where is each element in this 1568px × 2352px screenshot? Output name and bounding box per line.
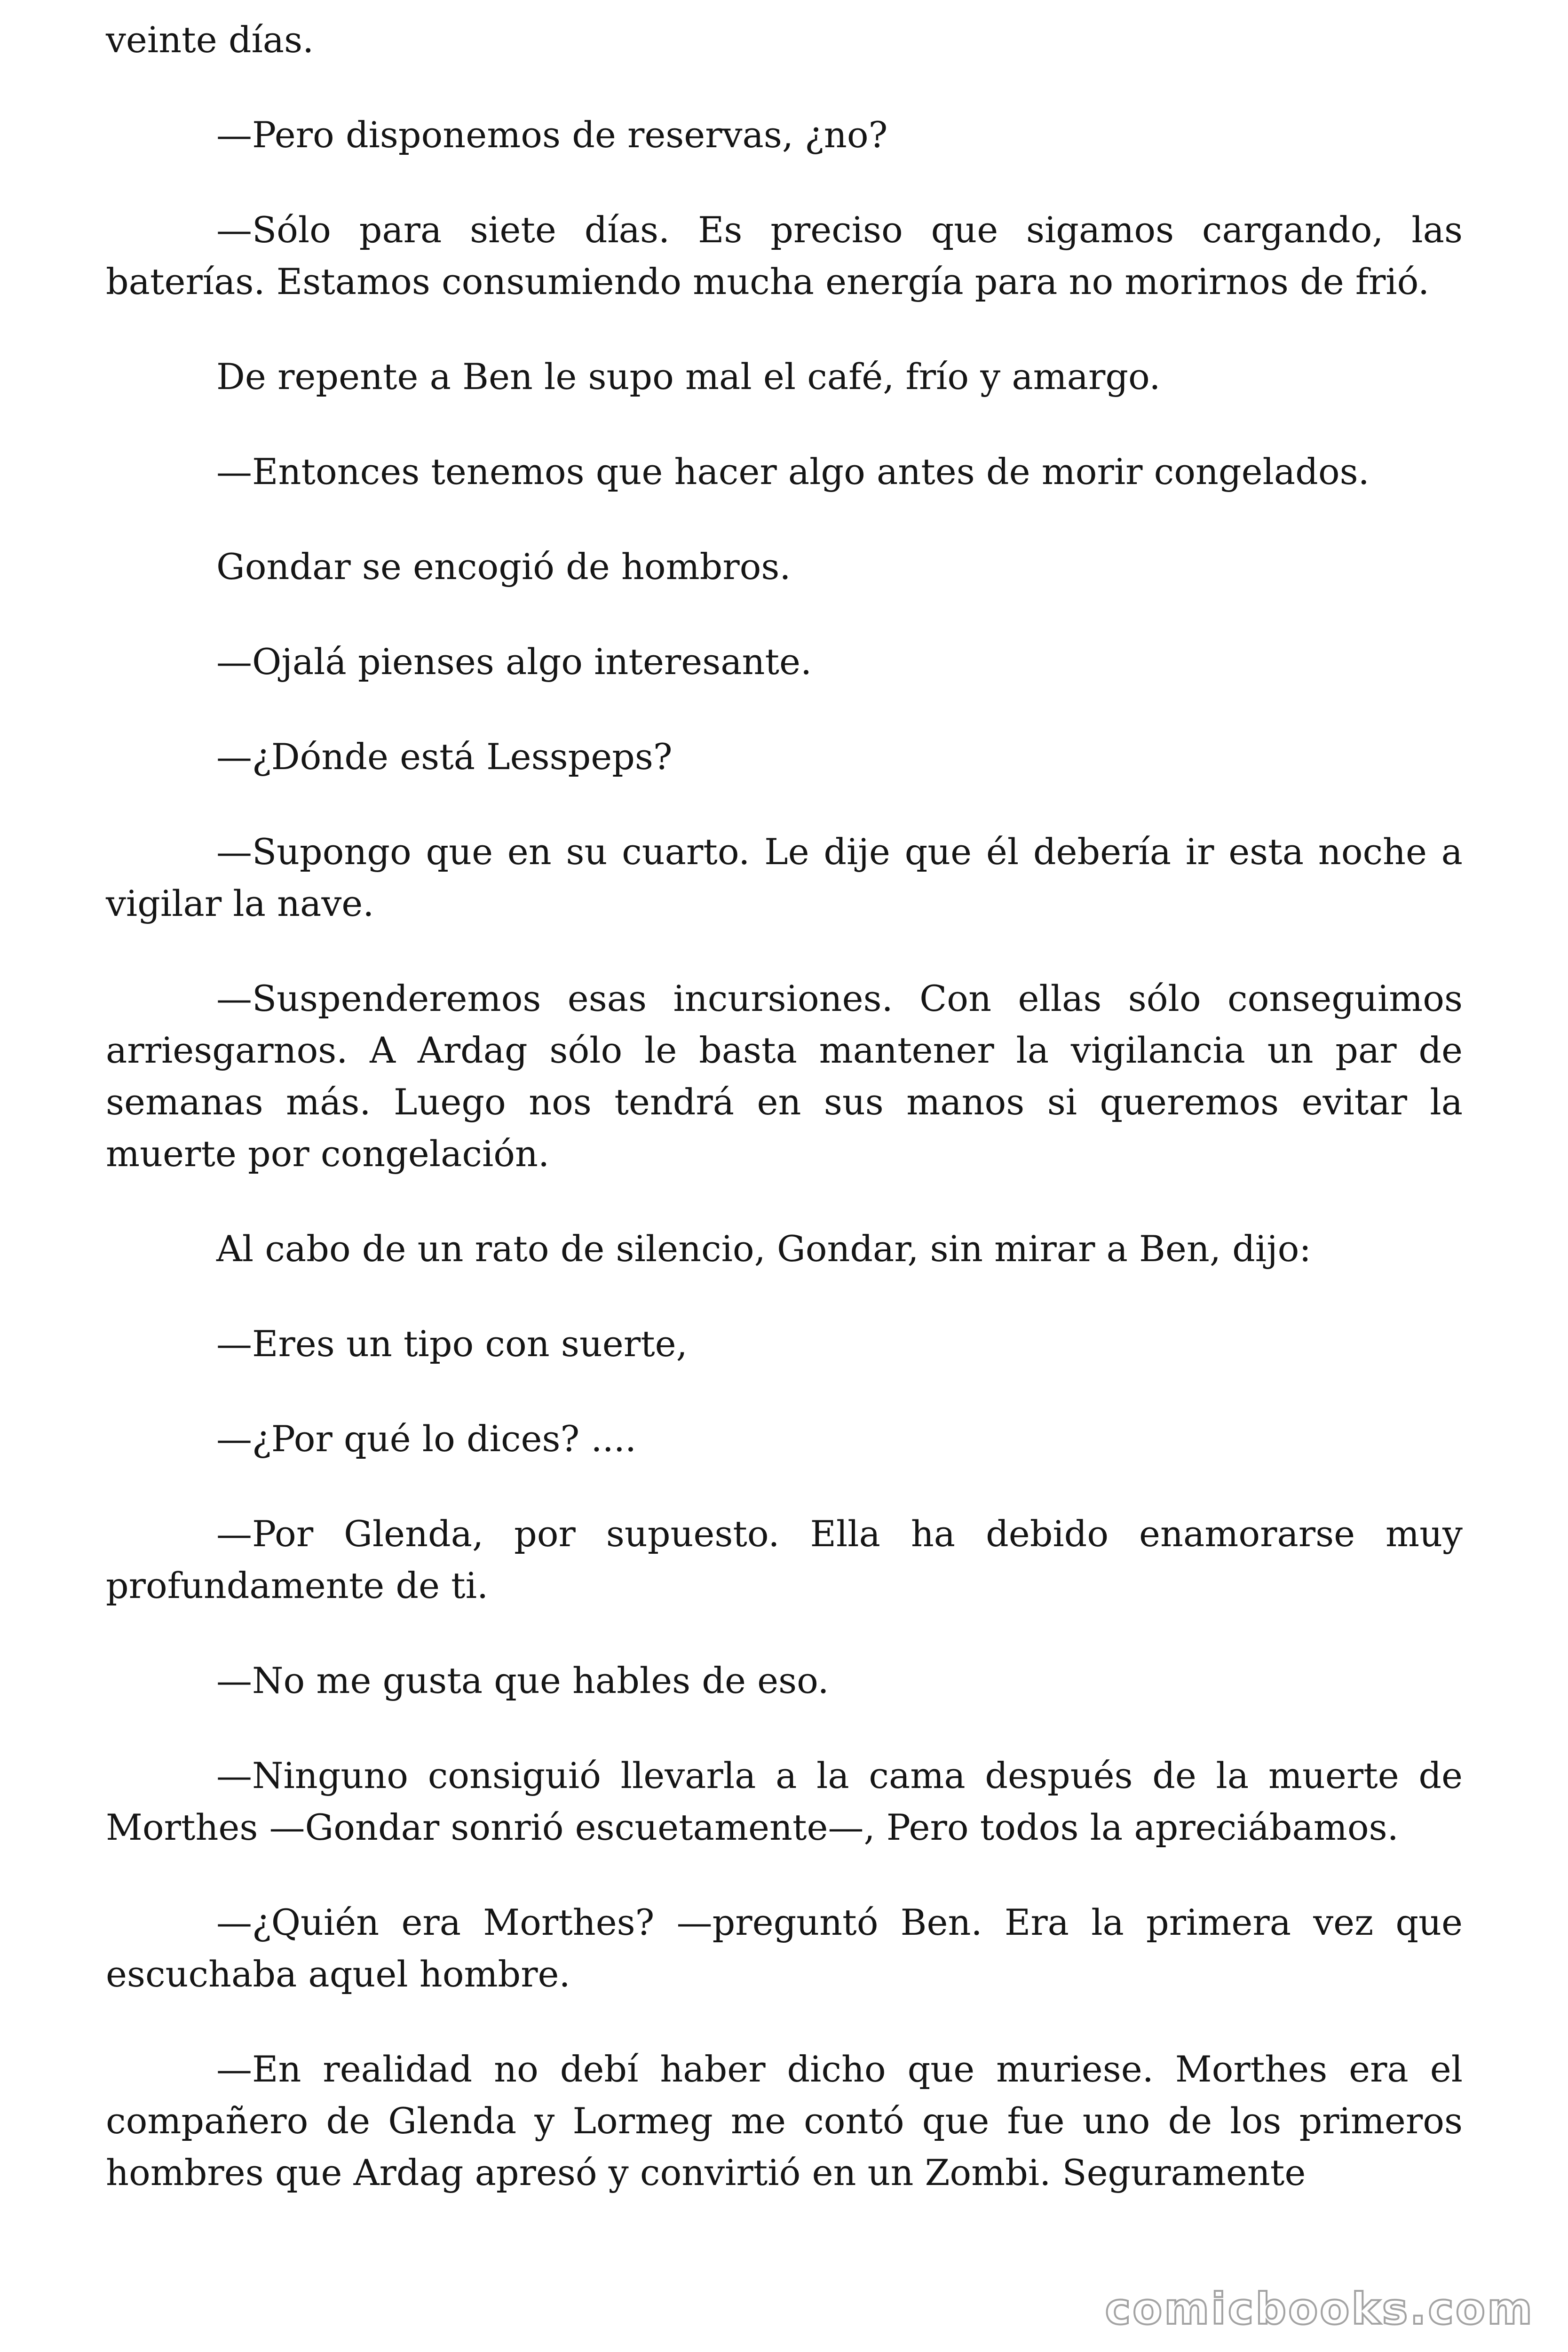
- paragraph: —¿Quién era Morthes? —preguntó Ben. Era la primera vez que escuchaba aquel hombre.: [106, 1901, 1463, 1995]
- document-page: [106, 14, 1463, 2242]
- paragraph: —No me gusta que hables de eso.: [216, 1660, 829, 1701]
- paragraph: —Sólo para siete días. Es preciso que sigamos cargando, las baterías. Estamos consumiendo mucha energía para no morirnos de frió.: [106, 209, 1463, 302]
- watermark: comicbooks.com: [1105, 2284, 1534, 2334]
- paragraph: —Por Glenda, por supuesto. Ella ha debido enamorarse muy profundamente de ti.: [106, 1513, 1463, 1606]
- paragraph: —¿Por qué lo dices? ....: [216, 1418, 637, 1460]
- paragraph: —Ninguno consiguió llevarla a la cama después de la muerte de Morthes —Gondar sonrió escuetamente—, Pero todos la apreciábamos.: [106, 1755, 1463, 1848]
- paragraph: veinte días.: [106, 19, 314, 61]
- paragraph: —Eres un tipo con suerte,: [216, 1323, 688, 1365]
- paragraph: —En realidad no debí haber dicho que muriese. Morthes era el compañero de Glenda y Lormeg me contó que fue uno de los primeros hombres que Ardag apresó y convirtió en un Zombi. Seguramente: [106, 2048, 1463, 2193]
- paragraph: Gondar se encogió de hombros.: [216, 546, 791, 588]
- paragraph: Al cabo de un rato de silencio, Gondar, sin mirar a Ben, dijo:: [216, 1228, 1312, 1270]
- paragraph: —Supongo que en su cuarto. Le dije que él debería ir esta noche a vigilar la nave.: [106, 831, 1463, 924]
- paragraph: —¿Dónde está Lesspeps?: [216, 736, 673, 778]
- paragraph: —Entonces tenemos que hacer algo antes de morir congelados.: [216, 451, 1370, 493]
- paragraph: De repente a Ben le supo mal el café, frío y amargo.: [216, 356, 1161, 397]
- paragraph: —Pero disponemos de reservas, ¿no?: [216, 114, 888, 156]
- paragraph: —Suspenderemos esas incursiones. Con ellas sólo conseguimos arriesgarnos. A Ardag sólo le basta mantener la vigilancia un par de semanas más. Luego nos tendrá en sus manos si queremos evitar la muerte por congelación.: [106, 977, 1463, 1175]
- paragraph: —Ojalá pienses algo interesante.: [216, 641, 812, 683]
